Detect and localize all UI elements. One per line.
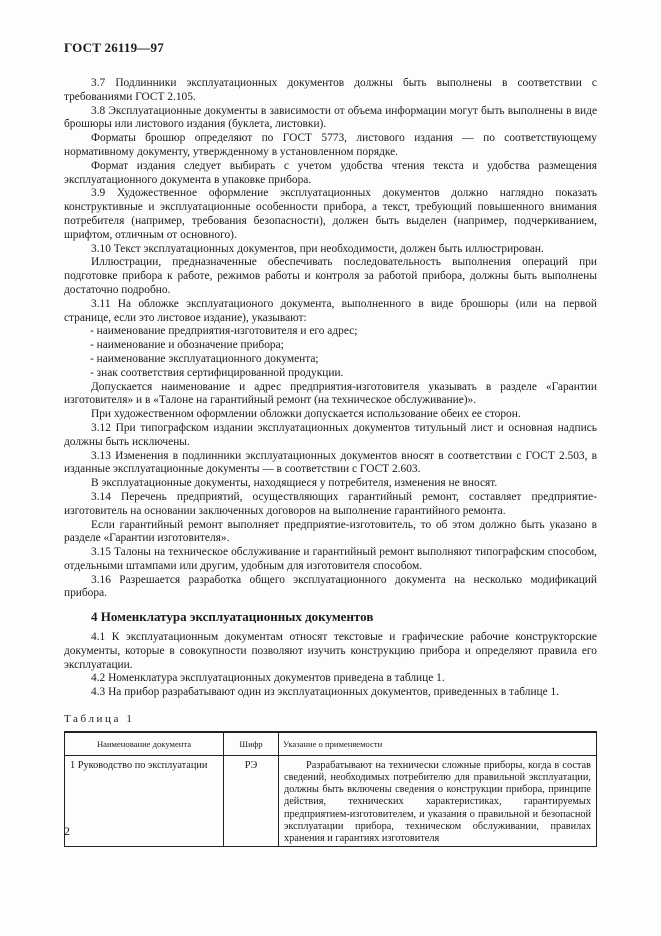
paragraph: 3.12 При типографском издании эксплуатационных документов титульный лист и основная надпись должны быть исключены. bbox=[64, 421, 597, 448]
cell-code: РЭ bbox=[224, 755, 279, 846]
paragraph: Формат издания следует выбирать с учетом удобства чтения текста и удобства размещения эксплуатационного документа в упаковке прибора. bbox=[64, 159, 597, 186]
header-name: Наименование документа bbox=[65, 732, 224, 756]
list-item: - наименование эксплуатационного документа; bbox=[90, 352, 319, 365]
paragraph: 4.1 К эксплуатационным документам относят текстовые и графические рабочие конструкторские документы, которые в совокупности позволяют изучить конструкцию прибора и определяют правила его эксплуатации. bbox=[64, 631, 597, 671]
table-caption: Таблица 1 bbox=[64, 713, 135, 726]
paragraph: Если гарантийный ремонт выполняет предприятие-изготовитель, то об этом должно быть указано в разделе «Гарантии изготовителя». bbox=[64, 518, 597, 545]
paragraph: 3.11 На обложке эксплуатационого документа, выполненного в виде брошюры (или на первой странице, если это листовое издание), указывают: bbox=[64, 297, 597, 324]
paragraph: 4.2 Номенклатура эксплуатационных документов приведена в таблице 1. bbox=[91, 672, 445, 685]
cell-name: 1 Руководство по эксплуатации bbox=[65, 755, 224, 846]
paragraph: Форматы брошюр определяют по ГОСТ 5773, листового издания — по соответствующему нормативному документу, утвержденному в установленном порядке. bbox=[64, 132, 597, 158]
cell-note bbox=[279, 755, 597, 846]
documents-table bbox=[64, 731, 597, 847]
paragraph: 3.7 Подлинники эксплуатационных документов должны быть выполнены в соответствии с требованиями ГОСТ 2.105. bbox=[64, 77, 597, 103]
document-header: ГОСТ 26119—97 bbox=[64, 40, 164, 55]
paragraph: Допускается наименование и адрес предприятия-изготовителя указывать в разделе «Гарантии изготовителя» и в «Талоне на гарантийный ремонт (на техническое обслуживание)». bbox=[64, 380, 597, 407]
page-number: 2 bbox=[64, 824, 70, 838]
paragraph: 3.9 Художественное оформление эксплуатационных документов должно наглядно показать конструктивные и эксплуатационные особенности прибора, а текст, требующий повышенного внимания потребителя (например, требования безопасности), должен быть выделен (например, подчеркиванием, шрифтом, отличным от основного). bbox=[64, 187, 597, 241]
paragraph: При художественном оформлении обложки допускается использование обеих ее сторон. bbox=[91, 408, 521, 421]
document-body bbox=[64, 77, 597, 847]
paragraph: 3.13 Изменения в подлинники эксплуатационных документов вносят в соответствии с ГОСТ 2.503, в изданные эксплуатационные документы — в соответствии с ГОСТ 2.603. bbox=[64, 449, 597, 476]
section-title: 4 Номенклатура эксплуатационных документов bbox=[91, 609, 374, 625]
table-row bbox=[65, 755, 597, 846]
paragraph: В эксплуатационные документы, находящиеся у потребителя, изменения не вносят. bbox=[91, 477, 498, 490]
paragraph: 3.10 Текст эксплуатационных документов, при необходимости, должен быть иллюстрирован. bbox=[91, 242, 544, 255]
list-item: - наименование и обозначение прибора; bbox=[90, 339, 284, 352]
paragraph: 3.14 Перечень предприятий, осуществляющих гарантийный ремонт, составляет предприятие-изготовитель на основании заключенных договоров на выполнение гарантийного ремонта. bbox=[64, 490, 597, 517]
header-note: Указание о применяемости bbox=[279, 732, 597, 756]
list-item: - знак соответствия сертифицированной продукции. bbox=[90, 366, 344, 379]
paragraph: 3.8 Эксплуатационные документы в зависимости от объема информации могут быть выполнены в виде брошюры или листового издания (буклета, листовки). bbox=[64, 104, 597, 131]
paragraph: 3.15 Талоны на техническое обслуживание и гарантийный ремонт выполняют типографским способом, отдельными штампами или другим, удобным для изготовителя способом. bbox=[64, 546, 597, 572]
paragraph: 3.16 Разрешается разработка общего эксплуатационного документа на несколько модификаций прибора. bbox=[64, 573, 597, 600]
paragraph: Иллюстрации, предназначенные обеспечивать последовательность выполнения операций при подготовке прибора к работе, режимов работы и контроля за работой прибора, должны быть выполнены достаточно подробно. bbox=[64, 256, 597, 296]
list-item: - наименование предприятия-изготовителя и его адрес; bbox=[90, 325, 358, 338]
paragraph: 4.3 На прибор разрабатывают один из эксплуатационных документов, приведенных в таблице 1. bbox=[91, 686, 560, 699]
table-header-row bbox=[65, 732, 597, 756]
cell-note-text: Разрабатывают на технически сложные приборы, когда в состав сведений, необходимых потребителю для правильной эксплуатации, должны быть включены сведения о конструкции прибора, принципе действия, технических характеристиках, гарантируемых предприятием-изготовителем, и указания о правильной и безопасной эксплуатации прибора, техническом обслуживании, правилах хранения и гарантиях изготовителя bbox=[284, 759, 591, 845]
header-code: Шифр bbox=[224, 732, 279, 756]
